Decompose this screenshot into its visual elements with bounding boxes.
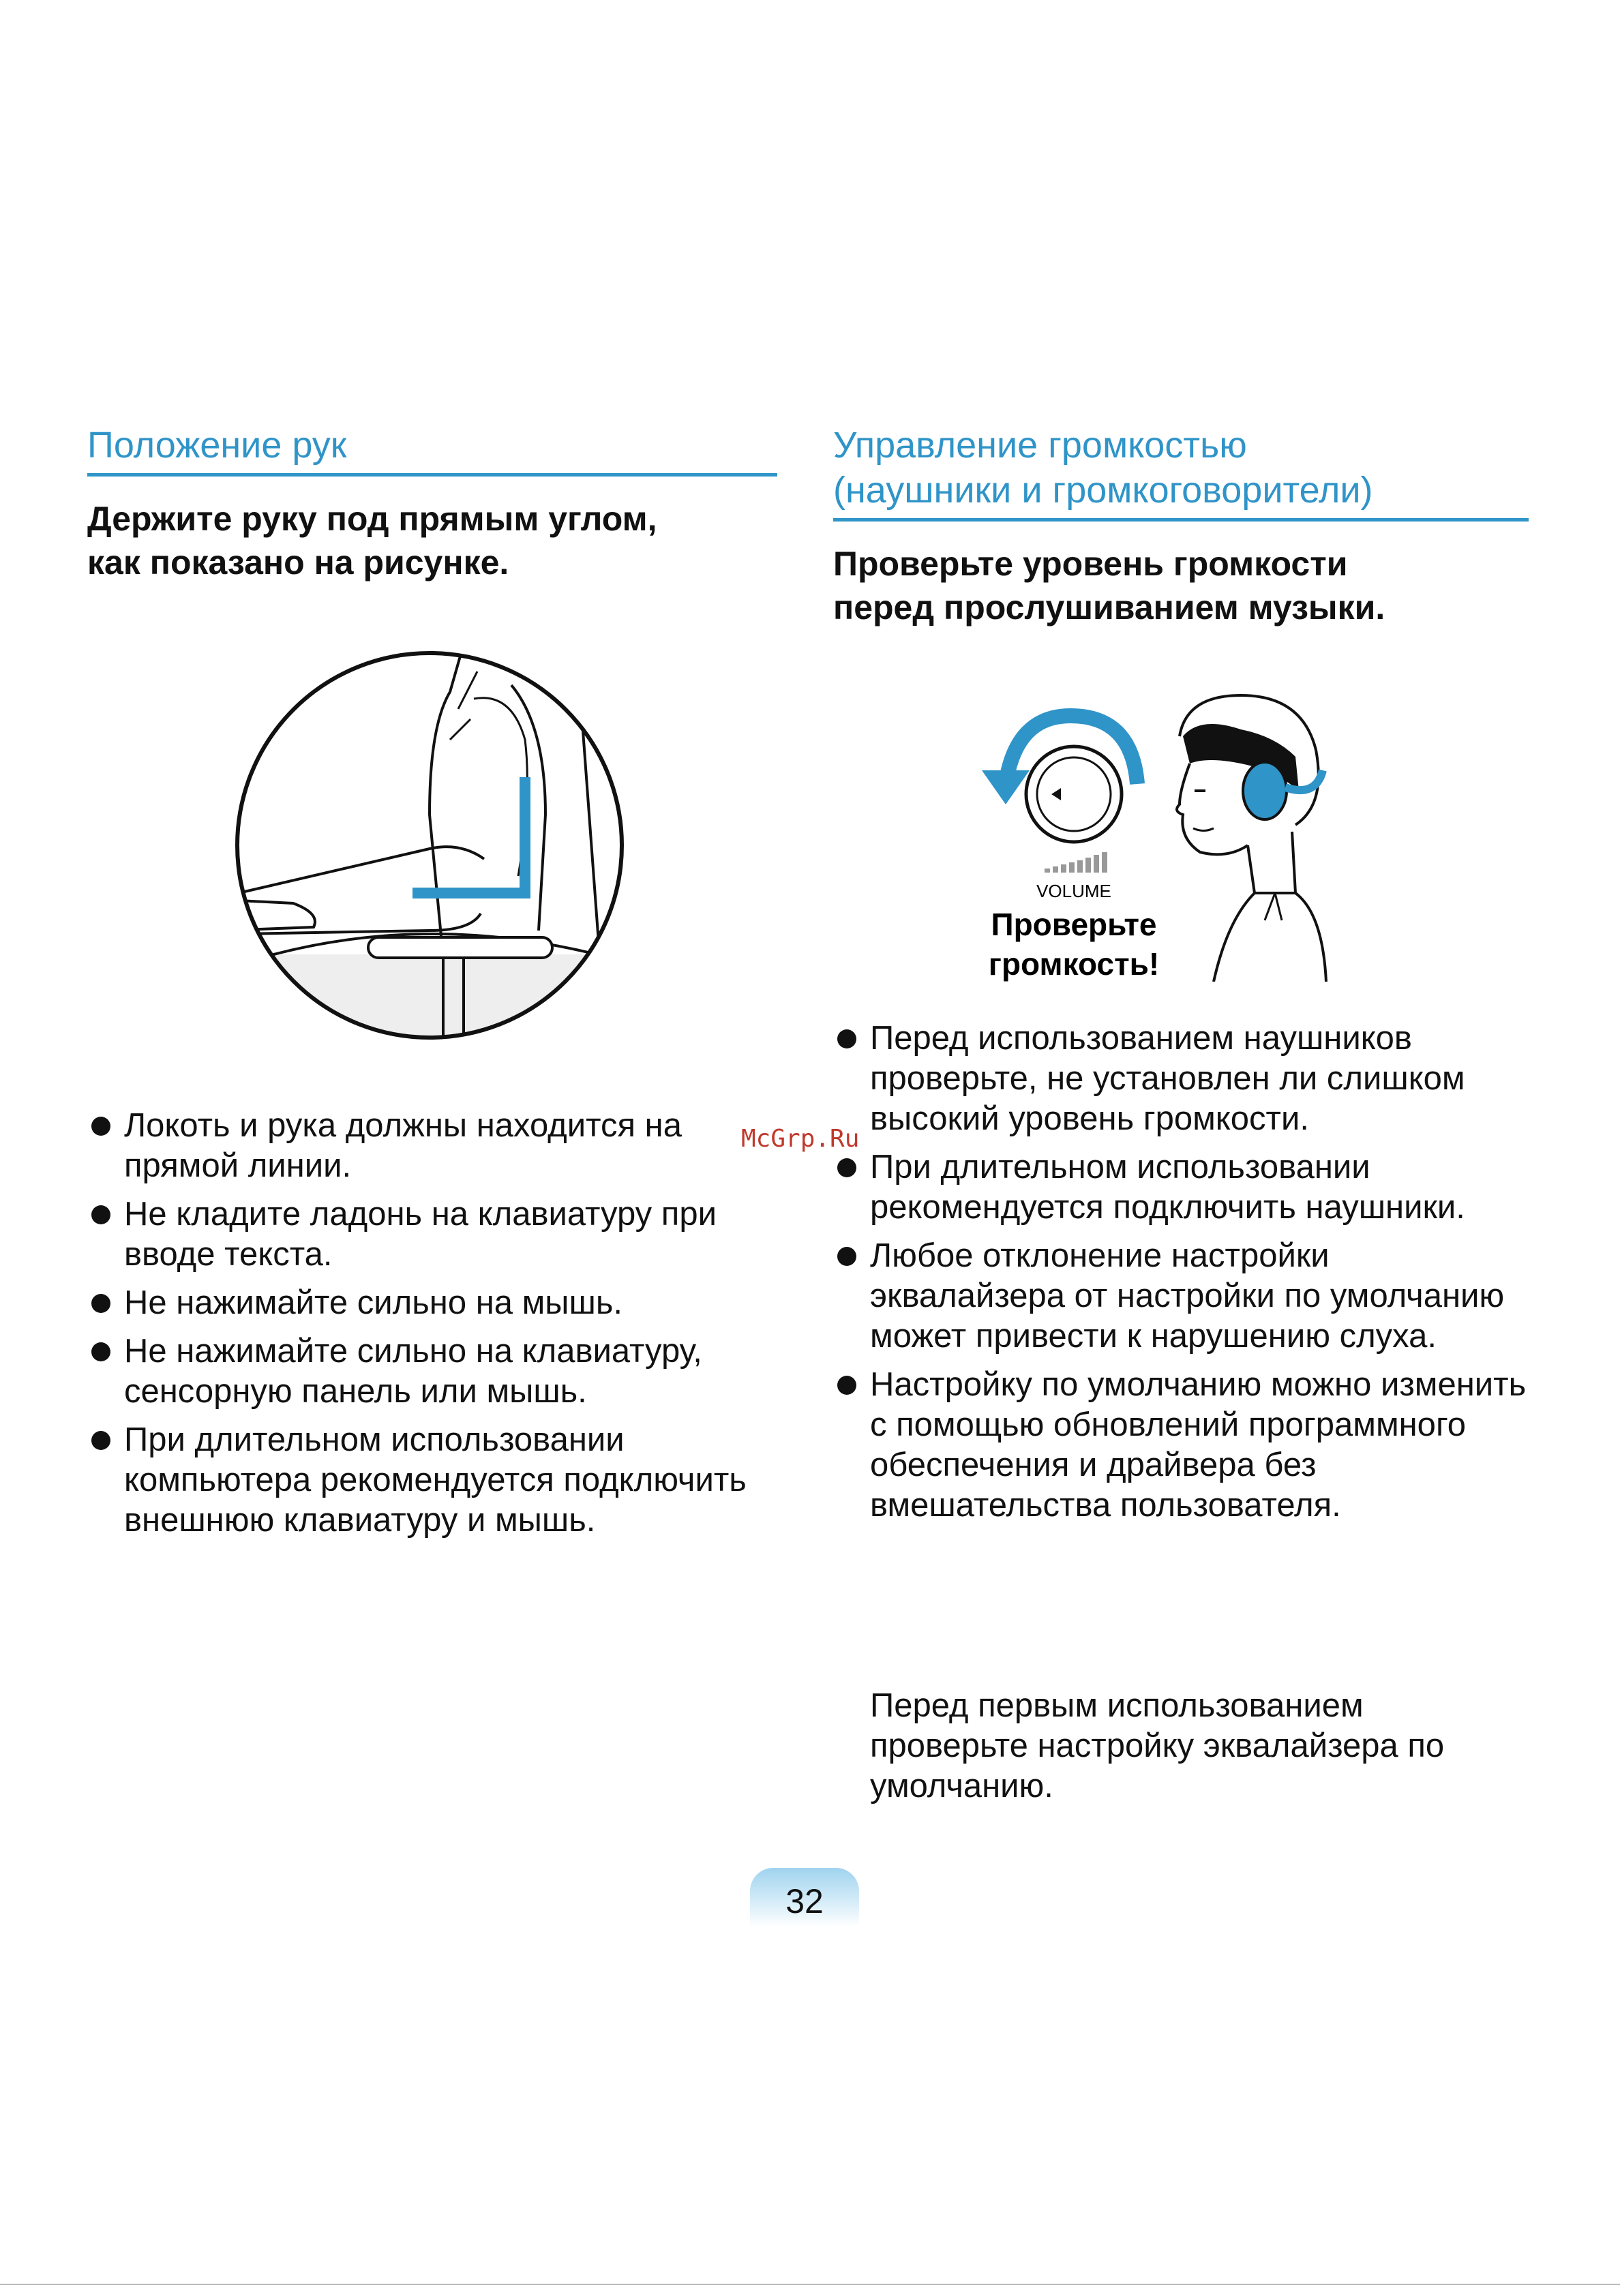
page-number: 32 <box>785 1882 824 1920</box>
list-item <box>833 1365 1529 1526</box>
check-volume-caption-line2: громкость! <box>988 946 1160 982</box>
right-title-line2: (наушники и громкоговорители) <box>833 470 1373 511</box>
list-item <box>87 1283 776 1323</box>
bullet-dot-icon <box>91 1342 110 1361</box>
list-item-text: Перед использованием наушников проверьте, не установлен ли слишком высокий уровень громкости. <box>870 1020 1465 1137</box>
bullet-dot-icon <box>91 1431 110 1450</box>
list-item-text: Не нажимайте сильно на клавиатуру, сенсорную панель или мышь. <box>124 1333 702 1410</box>
equalizer-note: Перед первым использованием проверьте настройку эквалайзера по умолчанию. <box>870 1687 1445 1804</box>
volume-label: VOLUME <box>1036 881 1111 901</box>
list-item <box>833 1147 1529 1228</box>
right-subtitle <box>833 542 1529 629</box>
right-bullet-list <box>833 1018 1529 1534</box>
list-item-text: Любое отклонение настройки эквалайзера от настройки по умолчанию может привести к нарушению слуха. <box>870 1237 1505 1355</box>
list-item <box>87 1420 776 1541</box>
bullet-dot-icon <box>837 1247 856 1266</box>
watermark-text: McGrp.Ru <box>741 1125 860 1153</box>
bullet-dot-icon <box>837 1029 856 1048</box>
list-item <box>87 1331 776 1412</box>
list-item-text: Локоть и рука должны находится на прямой линии. <box>124 1107 682 1184</box>
left-subtitle-line1: Держите руку под прямым углом, <box>87 500 657 538</box>
bullet-dot-icon <box>91 1205 110 1224</box>
arm-posture-illustration <box>225 644 634 1053</box>
section-title-hand-position: Положение рук <box>87 423 777 477</box>
right-subtitle-line2: перед прослушиванием музыки. <box>833 588 1385 626</box>
list-item-text: При длительном использовании рекомендуется подключить наушники. <box>870 1149 1465 1226</box>
list-item <box>833 1236 1529 1357</box>
list-item-text: Настройку по умолчанию можно изменить с помощью обновлений программного обеспечения и драйвера без вмешательства пользователя. <box>870 1366 1527 1524</box>
bullet-dot-icon <box>91 1117 110 1136</box>
volume-headphones-illustration <box>955 689 1336 982</box>
bullet-dot-icon <box>837 1376 856 1395</box>
left-bullet-list <box>87 1106 776 1549</box>
list-item <box>87 1194 776 1275</box>
bottom-divider <box>0 2284 1620 2285</box>
left-subtitle-line2: как показано на рисунке. <box>87 543 509 581</box>
left-column <box>87 423 777 584</box>
bullet-dot-icon <box>837 1158 856 1177</box>
section-title-volume-control <box>833 423 1529 522</box>
bullet-dot-icon <box>91 1294 110 1313</box>
list-item <box>833 1018 1529 1139</box>
list-item-text: Не кладите ладонь на клавиатуру при вводе текста. <box>124 1196 717 1273</box>
left-subtitle <box>87 497 777 584</box>
right-title-line1: Управление громкостью <box>833 425 1247 466</box>
right-subtitle-line1: Проверьте уровень громкости <box>833 545 1348 583</box>
list-item <box>87 1106 776 1186</box>
list-item-text: Не нажимайте сильно на мышь. <box>124 1284 622 1321</box>
right-column <box>833 423 1529 629</box>
list-item-text: При длительном использовании компьютера рекомендуется подключить внешнюю клавиатуру и мышь. <box>124 1421 747 1539</box>
check-volume-caption-line1: Проверьте <box>991 907 1157 942</box>
